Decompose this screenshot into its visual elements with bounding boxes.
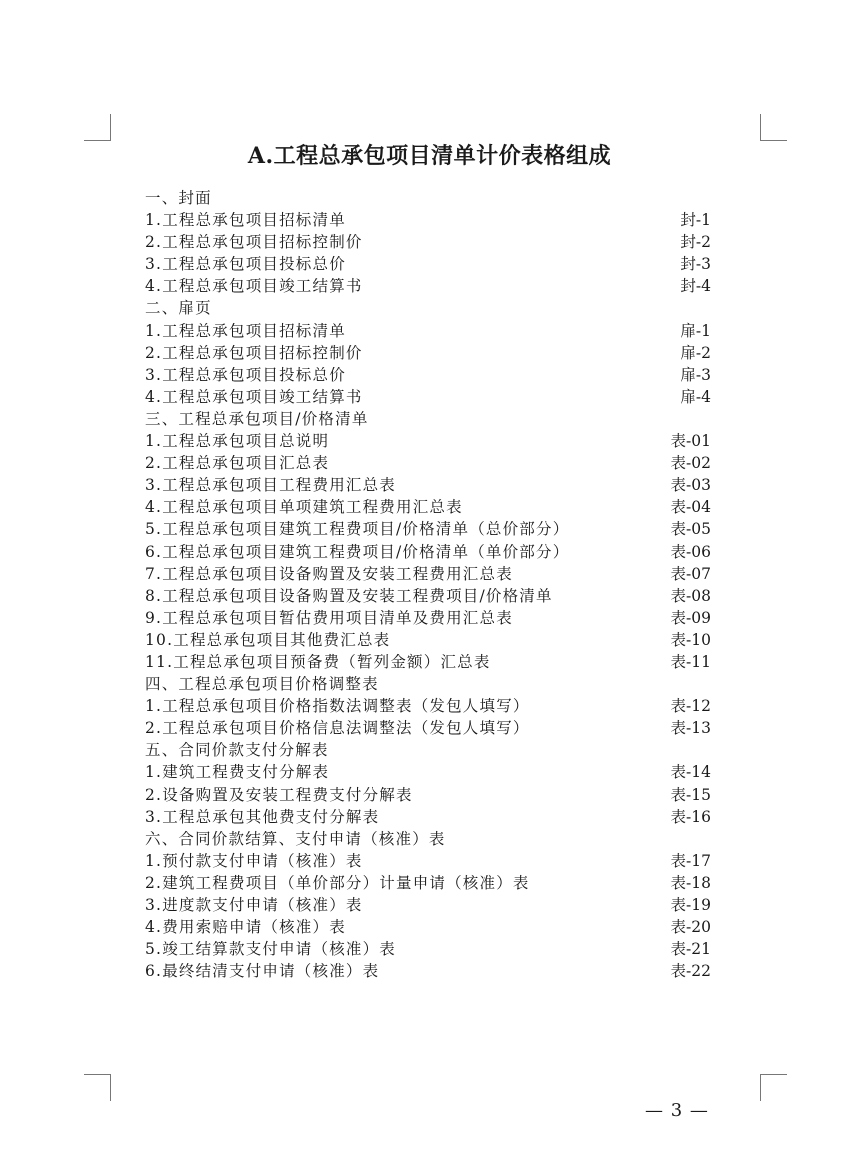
toc-entry	[145, 474, 711, 496]
toc-entry-label: 2.工程总承包项目招标控制价	[145, 343, 363, 362]
section-heading	[145, 828, 711, 850]
toc-entry	[145, 761, 711, 783]
toc-entry-label: 2.建筑工程费项目（单价部分）计量申请（核准）表	[145, 873, 530, 892]
toc-entry-code: 表-16	[670, 807, 711, 826]
toc-entry	[145, 275, 711, 297]
page-title: A.工程总承包项目清单计价表格组成	[247, 143, 612, 169]
toc-entry-code: 封-3	[680, 255, 711, 274]
toc-entry	[145, 585, 711, 607]
toc-entry-code: 表-02	[670, 454, 711, 473]
toc-entry-label: 5.工程总承包项目建筑工程费项目/价格清单（总价部分）	[145, 520, 570, 539]
toc-entry	[145, 320, 711, 342]
section-heading	[145, 673, 711, 695]
toc-entry-label: 1.工程总承包项目总说明	[145, 432, 330, 451]
toc-entry	[145, 938, 711, 960]
toc-entry	[145, 342, 711, 364]
toc-entry-label: 3.工程总承包项目投标总价	[145, 255, 346, 274]
section-heading-label: 六、合同价款结算、支付申请（核准）表	[145, 829, 446, 848]
toc-entry-code: 扉-4	[680, 387, 711, 406]
toc-entry-label: 11.工程总承包项目预备费（暂列金额）汇总表	[145, 652, 491, 671]
toc-entry	[145, 496, 711, 518]
toc-entry	[145, 386, 711, 408]
toc-entry-code: 封-4	[680, 277, 711, 296]
crop-mark-top-left	[84, 114, 111, 141]
toc-entry-label: 9.工程总承包项目暂估费用项目清单及费用汇总表	[145, 608, 513, 627]
table-of-contents	[145, 187, 711, 982]
toc-entry	[145, 784, 711, 806]
toc-entry-label: 2.工程总承包项目招标控制价	[145, 233, 363, 252]
section-heading	[145, 408, 711, 430]
section-heading-label: 四、工程总承包项目价格调整表	[145, 675, 379, 694]
crop-mark-bottom-left	[84, 1074, 111, 1101]
toc-entry-label: 4.工程总承包项目竣工结算书	[145, 387, 363, 406]
toc-entry-label: 1.工程总承包项目招标清单	[145, 211, 346, 230]
section-heading	[145, 187, 711, 209]
toc-entry	[145, 695, 711, 717]
toc-entry	[145, 872, 711, 894]
section-heading	[145, 739, 711, 761]
section-heading-label: 二、扉页	[145, 299, 212, 318]
toc-entry	[145, 607, 711, 629]
toc-entry	[145, 850, 711, 872]
crop-mark-top-right	[760, 114, 787, 141]
section-heading-label: 五、合同价款支付分解表	[145, 741, 329, 760]
toc-entry	[145, 452, 711, 474]
toc-entry-code: 表-17	[670, 851, 711, 870]
toc-entry-label: 3.进度款支付申请（核准）表	[145, 896, 363, 914]
toc-entry	[145, 563, 711, 585]
toc-entry-code: 表-07	[670, 564, 711, 583]
toc-entry-code: 表-09	[670, 608, 711, 627]
toc-entry-code: 扉-2	[680, 343, 711, 362]
toc-entry-code: 表-05	[670, 520, 711, 539]
toc-entry	[145, 916, 711, 938]
toc-entry	[145, 364, 711, 386]
toc-entry-label: 6.工程总承包项目建筑工程费项目/价格清单（单价部分）	[145, 542, 570, 561]
toc-entry-label: 2.工程总承包项目价格信息法调整法（发包人填写）	[145, 719, 530, 738]
toc-entry-code: 扉-3	[680, 365, 711, 384]
toc-entry-code: 表-14	[670, 763, 711, 782]
toc-entry-label: 6.最终结清支付申请（核准）表	[145, 962, 380, 981]
toc-entry-label: 4.工程总承包项目单项建筑工程费用汇总表	[145, 498, 463, 517]
toc-entry-code: 表-21	[670, 940, 711, 959]
toc-entry-code: 表-11	[670, 652, 711, 671]
toc-entry-label: 1.工程总承包项目价格指数法调整表（发包人填写）	[145, 697, 530, 716]
toc-entry-label: 4.工程总承包项目竣工结算书	[145, 277, 363, 296]
toc-entry	[145, 430, 711, 452]
toc-entry-code: 表-19	[670, 896, 711, 914]
toc-entry	[145, 541, 711, 563]
toc-entry	[145, 231, 711, 253]
toc-entry-code: 封-2	[680, 233, 711, 252]
toc-entry-label: 4.费用索赔申请（核准）表	[145, 918, 346, 937]
toc-entry-code: 表-08	[670, 586, 711, 605]
toc-entry-code: 表-18	[670, 873, 711, 892]
toc-entry-code: 扉-1	[680, 321, 711, 340]
toc-entry-label: 1.工程总承包项目招标清单	[145, 321, 346, 340]
toc-entry-label: 3.工程总承包项目投标总价	[145, 365, 346, 384]
toc-entry-label: 3.工程总承包项目工程费用汇总表	[145, 476, 396, 495]
toc-entry-code: 表-01	[670, 432, 711, 451]
toc-entry-code: 表-22	[670, 962, 711, 981]
toc-entry-code: 表-04	[670, 498, 711, 517]
toc-entry-code: 表-03	[670, 476, 711, 495]
toc-entry	[145, 209, 711, 231]
toc-entry-label: 10.工程总承包项目其他费汇总表	[145, 630, 391, 649]
toc-entry-label: 1.预付款支付申请（核准）表	[145, 851, 363, 870]
toc-entry	[145, 806, 711, 828]
toc-entry	[145, 253, 711, 275]
toc-entry-label: 3.工程总承包其他费支付分解表	[145, 807, 380, 826]
toc-entry-label: 2.设备购置及安装工程费支付分解表	[145, 785, 413, 804]
toc-entry-code: 封-1	[680, 211, 711, 230]
section-heading	[145, 297, 711, 319]
toc-entry-label: 1.建筑工程费支付分解表	[145, 763, 330, 782]
toc-entry	[145, 717, 711, 739]
section-heading-label: 三、工程总承包项目/价格清单	[145, 409, 369, 428]
toc-entry-code: 表-15	[670, 785, 711, 804]
page-number: — 3 —	[645, 1100, 709, 1121]
toc-entry-code: 表-13	[670, 719, 711, 738]
section-heading-label: 一、封面	[145, 189, 212, 207]
toc-entry	[145, 629, 711, 651]
crop-mark-bottom-right	[760, 1074, 787, 1101]
toc-entry-code: 表-20	[670, 918, 711, 937]
toc-entry	[145, 894, 711, 916]
toc-entry-label: 5.竣工结算款支付申请（核准）表	[145, 940, 396, 959]
toc-entry-label: 2.工程总承包项目汇总表	[145, 454, 330, 473]
toc-entry-label: 7.工程总承包项目设备购置及安装工程费用汇总表	[145, 564, 513, 583]
toc-entry-code: 表-10	[670, 630, 711, 649]
toc-entry	[145, 960, 711, 982]
toc-entry	[145, 651, 711, 673]
toc-entry-label: 8.工程总承包项目设备购置及安装工程费项目/价格清单	[145, 586, 553, 605]
toc-entry-code: 表-12	[670, 697, 711, 716]
toc-entry	[145, 518, 711, 540]
toc-entry-code: 表-06	[670, 542, 711, 561]
